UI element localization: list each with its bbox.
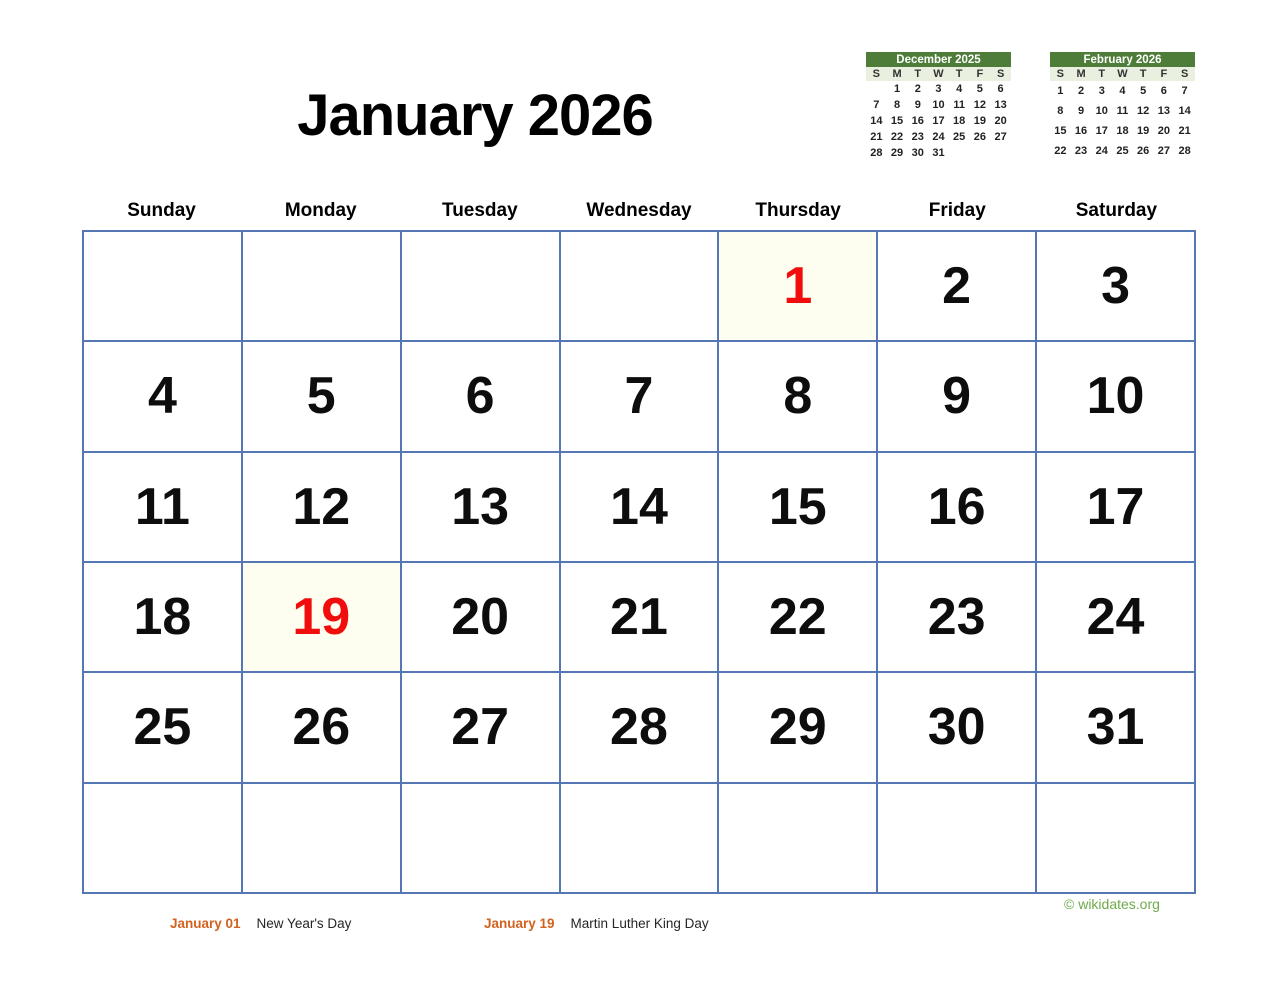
day-cell-26: 26 (242, 672, 401, 782)
day-cell-11: 11 (83, 452, 242, 562)
day-cell-17: 17 (1036, 452, 1195, 562)
mini-day-cell: 16 (1074, 125, 1088, 137)
mini-calendar-february (1050, 52, 1195, 161)
day-cell-3: 3 (1036, 231, 1195, 341)
mini-day-cell: 15 (1054, 125, 1067, 137)
mini-calendars (866, 52, 1195, 161)
day-cell-16: 16 (877, 452, 1036, 562)
holiday-name: New Year's Day (256, 916, 352, 931)
day-cell-5: 5 (242, 341, 401, 451)
mini-day-cell: 6 (1160, 85, 1167, 97)
mini-day-cell: 7 (873, 99, 880, 111)
mini-day-cell: 3 (935, 83, 942, 95)
day-cell-empty (718, 783, 877, 893)
mini-day-cell: 21 (1178, 125, 1191, 137)
mini-day-cell: 6 (997, 83, 1004, 95)
mini-day-cell: 5 (976, 83, 983, 95)
day-cell-21: 21 (560, 562, 719, 672)
day-cell-empty (560, 783, 719, 893)
mini-weekday-letter: M (887, 67, 908, 81)
day-cell-22: 22 (718, 562, 877, 672)
day-cell-28: 28 (560, 672, 719, 782)
day-cell-6: 6 (401, 341, 560, 451)
mini-weekday-letter: W (1112, 67, 1133, 81)
day-cell-8: 8 (718, 341, 877, 451)
mini-day-cell: 24 (932, 131, 945, 143)
mini-day-cell: 2 (914, 83, 921, 95)
day-cell-empty (1036, 783, 1195, 893)
day-cell-29: 29 (718, 672, 877, 782)
day-cell-24: 24 (1036, 562, 1195, 672)
day-cell-20: 20 (401, 562, 560, 672)
mini-day-cell: 2 (1077, 85, 1085, 97)
mini-day-cell: 1 (893, 83, 901, 95)
weekday-label: Friday (928, 200, 986, 221)
mini-day-cell: 9 (914, 99, 921, 111)
mini-day-cell: 17 (1095, 125, 1108, 137)
day-cell-27: 27 (401, 672, 560, 782)
weekday-header-row (82, 200, 1196, 222)
mini-day-cell: 25 (953, 131, 966, 143)
mini-weekday-letter: F (1154, 67, 1175, 81)
mini-weekday-letter: S (990, 67, 1011, 81)
mini-day-cell: 30 (911, 147, 924, 159)
day-cell-30: 30 (877, 672, 1036, 782)
day-cell-empty (242, 231, 401, 341)
mini-day-cell: 3 (1098, 85, 1105, 97)
mini-day-cell: 14 (1178, 105, 1191, 117)
mini-day-cell: 5 (1140, 85, 1147, 97)
day-cell-empty (877, 783, 1036, 893)
holiday-entry (170, 916, 351, 931)
mini-day-cell: 4 (1119, 85, 1126, 97)
mini-day-cell: 13 (994, 99, 1007, 111)
mini-day-cell: 7 (1181, 85, 1188, 97)
mini-day-cell: 1 (1057, 85, 1064, 97)
mini-day-cell (970, 145, 991, 161)
mini-day-cell: 14 (870, 115, 883, 127)
mini-day-cell: 18 (953, 115, 966, 127)
day-cell-25: 25 (83, 672, 242, 782)
mini-day-cell: 20 (994, 115, 1007, 127)
day-cell-empty (83, 783, 242, 893)
mini-day-cell: 15 (890, 115, 904, 127)
mini-day-cell: 11 (953, 99, 965, 111)
day-cell-1: 1 (718, 231, 877, 341)
day-cell-empty (401, 231, 560, 341)
mini-day-cell: 13 (1157, 105, 1170, 117)
mini-weekday-letter: F (970, 67, 991, 81)
mini-day-cell: 8 (1057, 105, 1064, 117)
mini-calendar-title: December 2025 (866, 52, 1011, 67)
mini-day-cell: 28 (1178, 145, 1191, 157)
mini-day-cell (866, 81, 887, 97)
weekday-label: Sunday (127, 200, 196, 221)
mini-weekday-letter: S (1174, 67, 1195, 81)
mini-day-cell: 29 (890, 147, 904, 159)
day-cell-4: 4 (83, 341, 242, 451)
mini-calendar-december (866, 52, 1011, 161)
day-cell-19: 19 (242, 562, 401, 672)
mini-day-cell (990, 145, 1011, 161)
mini-day-cell: 23 (911, 131, 924, 143)
mini-weekday-letter: T (1091, 67, 1112, 81)
mini-weekday-letter: W (928, 67, 949, 81)
day-cell-7: 7 (560, 341, 719, 451)
mini-day-cell: 28 (870, 147, 883, 159)
mini-day-cell: 22 (1054, 145, 1067, 157)
page-title: January 2026 (297, 83, 653, 148)
mini-day-cell: 12 (973, 99, 986, 111)
mini-day-cell: 12 (1137, 105, 1150, 117)
holiday-date-label: January 19 (484, 916, 555, 931)
mini-day-cell: 8 (893, 99, 901, 111)
mini-weekday-letter: T (949, 67, 970, 81)
weekday-label: Monday (284, 200, 357, 221)
holiday-date-label: January 01 (170, 916, 241, 931)
day-cell-9: 9 (877, 341, 1036, 451)
day-cell-12: 12 (242, 452, 401, 562)
mini-day-cell: 31 (932, 147, 945, 159)
mini-day-cell: 9 (1077, 105, 1085, 117)
mini-weekday-letter: S (1050, 67, 1071, 81)
mini-day-cell: 10 (932, 99, 945, 111)
day-cell-empty (242, 783, 401, 893)
weekday-label: Tuesday (442, 200, 518, 221)
day-cell-18: 18 (83, 562, 242, 672)
mini-day-cell: 27 (994, 131, 1007, 143)
day-cell-2: 2 (877, 231, 1036, 341)
mini-day-cell: 23 (1074, 145, 1088, 157)
mini-day-cell: 26 (1137, 145, 1150, 157)
mini-day-cell: 19 (1137, 125, 1150, 137)
mini-weekday-letter: S (866, 67, 887, 81)
weekday-label: Thursday (755, 200, 841, 221)
day-cell-13: 13 (401, 452, 560, 562)
mini-day-cell: 11 (1116, 105, 1129, 117)
mini-day-cell: 10 (1095, 105, 1108, 117)
mini-day-cell: 19 (973, 115, 986, 127)
holiday-name: Martin Luther King Day (570, 916, 709, 931)
mini-weekday-letter: T (907, 67, 928, 81)
mini-day-cell (949, 145, 970, 161)
weekday-label: Wednesday (586, 200, 692, 221)
mini-day-cell: 17 (932, 115, 945, 127)
day-cell-23: 23 (877, 562, 1036, 672)
day-cell-31: 31 (1036, 672, 1195, 782)
copyright-link[interactable]: © wikidates.org (1064, 896, 1160, 912)
mini-day-cell: 22 (890, 131, 904, 143)
day-cell-empty (401, 783, 560, 893)
day-cell-10: 10 (1036, 341, 1195, 451)
mini-day-cell: 4 (956, 83, 963, 95)
day-cell-15: 15 (718, 452, 877, 562)
mini-day-cell: 24 (1095, 145, 1108, 157)
day-cell-empty (83, 231, 242, 341)
mini-weekday-letter: M (1071, 67, 1092, 81)
mini-day-cell: 16 (911, 115, 924, 127)
day-cell-empty (560, 231, 719, 341)
mini-day-cell: 18 (1116, 125, 1129, 137)
mini-weekday-letter: T (1133, 67, 1154, 81)
mini-day-cell: 26 (973, 131, 986, 143)
mini-day-cell: 20 (1157, 125, 1170, 137)
mini-calendar-title: February 2026 (1050, 52, 1195, 67)
month-grid (82, 230, 1196, 894)
mini-day-cell: 25 (1116, 145, 1129, 157)
mini-day-cell: 27 (1157, 145, 1170, 157)
mini-day-cell: 21 (870, 131, 883, 143)
day-cell-14: 14 (560, 452, 719, 562)
holiday-entry (484, 916, 709, 931)
weekday-label: Saturday (1075, 200, 1158, 221)
